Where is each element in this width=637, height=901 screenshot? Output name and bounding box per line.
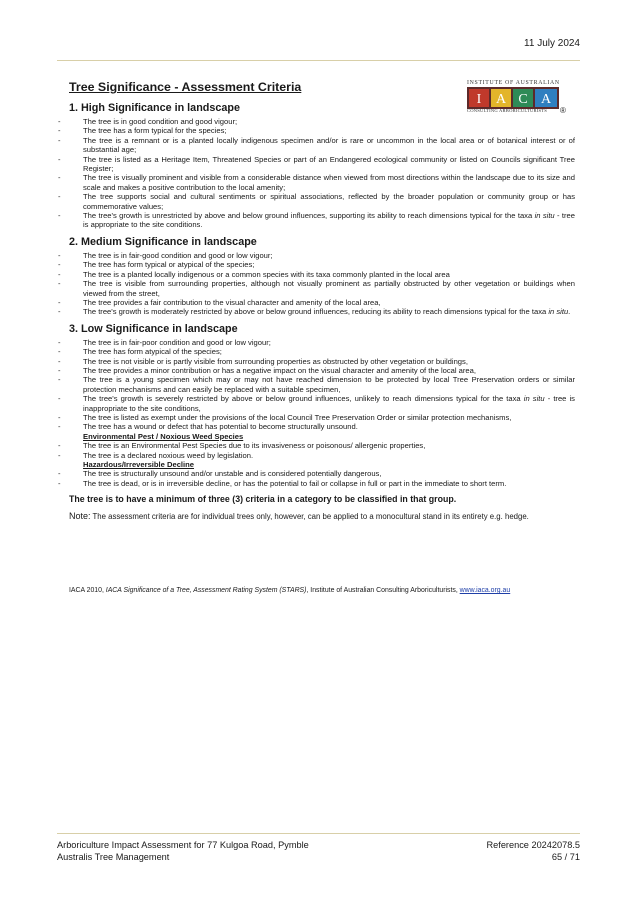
list-item: - The tree supports social and cultural sentiments or spiritual associations, reflected by the broader population or community group or has commemorative values; — [57, 192, 575, 211]
list-item: - The tree is listed as exempt under the provisions of the local Council Tree Preservation Order or similar protection mechanisms, — [57, 413, 575, 422]
document-body — [57, 80, 575, 522]
logo-line1: INSTITUTE OF AUSTRALIAN — [467, 80, 560, 86]
criteria-list — [57, 117, 575, 230]
svg-text:A: A — [495, 92, 507, 107]
list-item: - The tree is a remnant or is a planted locally indigenous specimen and/or is rare or uncommon in the local area or of botanical interest or of substantial age; — [57, 136, 575, 155]
list-item: - The tree provides a minor contribution or has a negative impact on the visual character and amenity of the local area, — [57, 366, 575, 375]
list-subheading: Environmental Pest / Noxious Weed Species — [83, 431, 244, 441]
conclusion: The tree is to have a minimum of three (3) criteria in a category to be classified in that group. — [69, 494, 457, 505]
footer-reference: Reference 20242078.5 — [486, 840, 580, 850]
section-heading: 1. High Significance in landscape — [69, 102, 240, 114]
list-item: - The tree is not visible or is partly visible from surrounding properties as obstructed by other vegetation or buildings, — [57, 357, 575, 366]
list-item: - The tree is dead, or is in irreversible decline, or has the potential to fail or collapse in full or part in the immediate to short term. — [57, 479, 575, 488]
list-item: - The tree has form atypical of the species; — [57, 347, 575, 356]
svg-text:A: A — [540, 92, 552, 107]
logo-line3: CONSULTING ARBORICULTURISTS — [467, 108, 547, 113]
list-item: - The tree is a declared noxious weed by legislation. — [57, 451, 575, 460]
footer-right — [487, 840, 580, 863]
list-item: - The tree is visually prominent and visible from a considerable distance when viewed from most directions within the landscape due to its size and scale and makes a positive contribution to the local amenity; — [57, 173, 575, 192]
list-subheading: Hazardous/Irreversible Decline — [83, 460, 195, 469]
ref-link[interactable]: www.iaca.org.au — [459, 587, 511, 594]
footer-left — [57, 840, 309, 863]
list-item: - The tree is in good condition and good vigour; — [57, 117, 575, 126]
note-text: The assessment criteria are for individual trees only, however, can be applied to a monocultural stand in its entirety e.g. hedge. — [90, 512, 529, 522]
page-title: Tree Significance - Assessment Criteria — [69, 80, 302, 94]
footer-page-number: 65 / 71 — [551, 851, 580, 862]
list-item: - The tree is visible from surrounding properties, although not visually prominent as partially obstructed by other vegetation or buildings when viewed from the street, — [57, 279, 575, 298]
footer-company: Australis Tree Management — [57, 851, 170, 862]
list-item: - The tree's growth is moderately restricted by above or below ground influences, reducing its ability to reach dimensions typical for the taxa in situ. — [57, 307, 575, 316]
footer-doc-title: Arboriculture Impact Assessment for 77 Kulgoa Road, Pymble — [57, 840, 309, 850]
ref-suffix: , Institute of Australian Consulting Arboriculturists, — [306, 587, 460, 594]
list-item: - The tree has a form typical for the species; — [57, 126, 575, 135]
reference-citation — [69, 587, 510, 594]
list-item: - The tree is listed as a Heritage Item, Threatened Species or part of an Endangered ecological community or listed on Councils significant Tree Register; — [57, 155, 575, 174]
note-label: Note: — [69, 511, 91, 522]
list-item: - The tree has a wound or defect that has potential to become structurally unsound. — [57, 422, 575, 431]
list-item: - The tree is structurally unsound and/or unstable and is considered potentially dangerous, — [57, 469, 575, 478]
ref-prefix: IACA 2010, — [69, 587, 106, 594]
svg-text:C: C — [518, 92, 528, 107]
svg-text:I: I — [476, 92, 482, 107]
list-item: - The tree provides a fair contribution to the visual character and amenity of the local area, — [57, 298, 575, 307]
section-heading: 3. Low Significance in landscape — [69, 322, 238, 335]
header-date: 11 July 2024 — [524, 38, 580, 49]
list-item: - The tree's growth is severely restricted by above or below ground influences, unlikely to reach dimensions typical for the taxa in situ - tree is inappropriate to the site conditions, — [57, 394, 575, 413]
section-heading: 2. Medium Significance in landscape — [69, 235, 257, 248]
list-item: - The tree is in fair-poor condition and good or low vigour; — [57, 338, 575, 347]
criteria-list — [57, 338, 575, 489]
list-item: - The tree has form typical or atypical of the species; — [57, 260, 575, 269]
registered-mark: ® — [560, 106, 566, 115]
criteria-list — [57, 251, 575, 317]
footer-divider — [57, 833, 580, 834]
list-item: - The tree is an Environmental Pest Species due to its invasiveness or poisonous/ allergenic properties, — [57, 441, 575, 450]
note — [69, 512, 575, 522]
list-item: - The tree is a planted locally indigenous or a common species with its taxa commonly planted in the local area — [57, 270, 575, 279]
list-item: - The tree is in fair-good condition and good or low vigour; — [57, 251, 575, 260]
list-item: - The tree is a young specimen which may or may not have reached dimension to be protected by local Tree Preservation orders or similar protection mechanisms and can easily be replaced with a suitable specimen, — [57, 375, 575, 394]
ref-title: IACA Significance of a Tree, Assessment Rating System (STARS) — [105, 587, 307, 594]
header-divider — [57, 60, 580, 61]
criteria-sections — [57, 102, 575, 488]
list-item: - The tree's growth is unrestricted by above and below ground influences, supporting its ability to reach dimensions typical for the taxa in situ - tree is appropriate to the site conditions. — [57, 211, 575, 230]
